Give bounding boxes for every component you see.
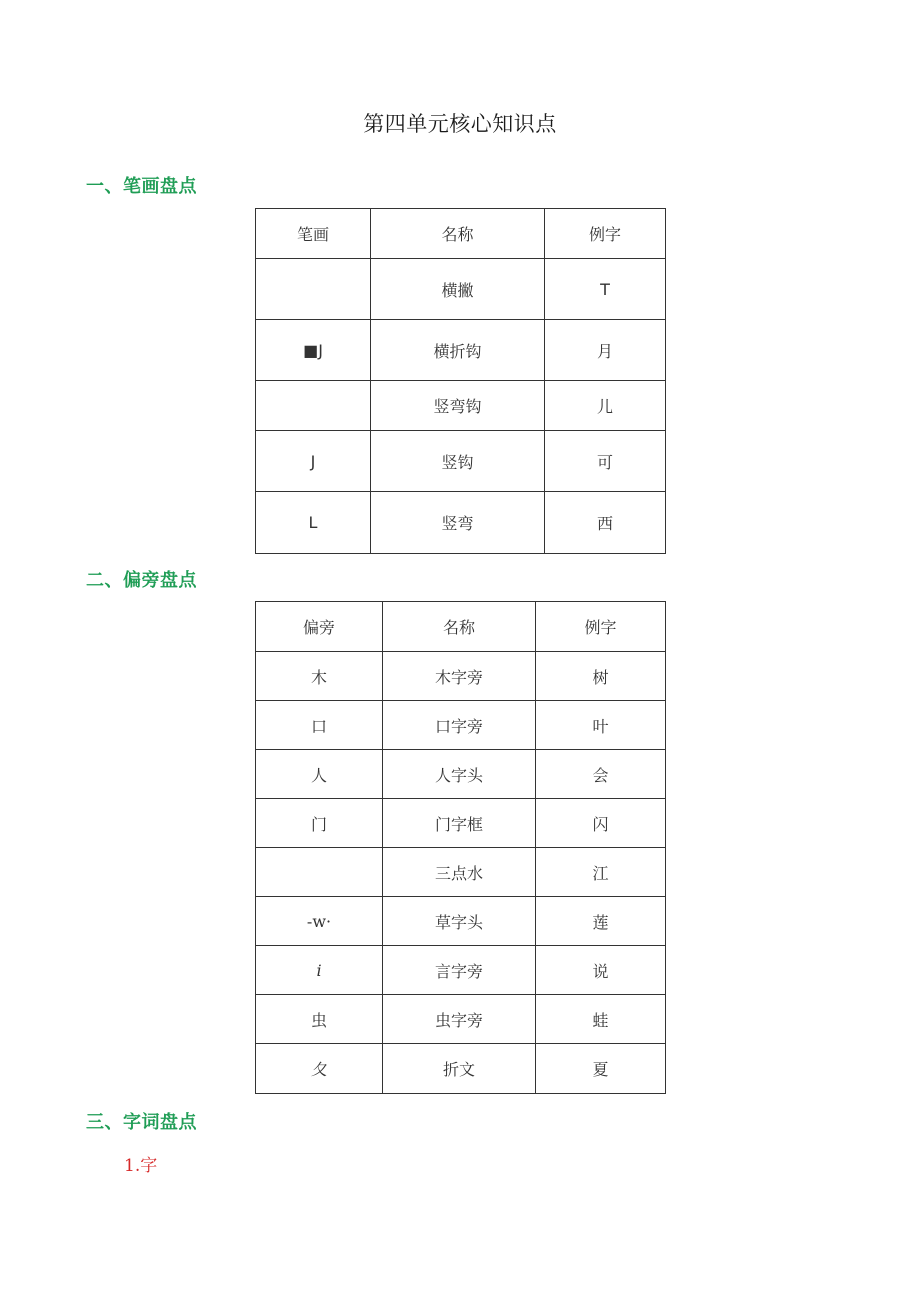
table-row [256,848,666,897]
name-cell: 虫字旁 [383,995,536,1044]
name-cell: 言字旁 [383,946,536,995]
name-cell: 口字旁 [383,701,536,750]
radical-table [255,601,666,1094]
radical-cell [256,848,383,897]
table-row [256,259,666,320]
example-cell: 莲 [536,897,666,946]
stroke-cell: L [256,492,371,554]
header-cell: 笔画 [256,209,371,259]
page-title: 第四单元核心知识点 [363,112,557,136]
radical-cell: -w· [256,897,383,946]
header-cell: 偏旁 [256,602,383,652]
section-heading-words: 三、字词盘点 [86,1112,197,1133]
name-cell: 木字旁 [383,652,536,701]
example-cell: 西 [545,492,666,554]
stroke-table [255,208,666,554]
table-row [256,897,666,946]
example-cell: 江 [536,848,666,897]
example-cell: 说 [536,946,666,995]
example-cell: 夏 [536,1044,666,1094]
radical-cell: 口 [256,701,383,750]
example-cell: 蛙 [536,995,666,1044]
radical-cell: 夂 [256,1044,383,1094]
example-cell: 叶 [536,701,666,750]
table-header-row [256,209,666,259]
radical-cell: 人 [256,750,383,799]
example-cell: T [545,259,666,320]
name-cell: 横撇 [371,259,545,320]
table-row [256,320,666,381]
table-row [256,381,666,431]
stroke-cell: J [256,431,371,492]
header-cell: 例字 [536,602,666,652]
table-header-row [256,602,666,652]
header-cell: 名称 [383,602,536,652]
stroke-cell [256,381,371,431]
example-cell: 月 [545,320,666,381]
header-cell: 名称 [371,209,545,259]
name-cell: 门字框 [383,799,536,848]
table-row [256,799,666,848]
radical-cell: i [256,946,383,995]
example-cell: 会 [536,750,666,799]
table-row [256,946,666,995]
table-row [256,750,666,799]
name-cell: 折文 [383,1044,536,1094]
example-cell: 可 [545,431,666,492]
table-row [256,652,666,701]
name-cell: 三点水 [383,848,536,897]
name-cell: 人字头 [383,750,536,799]
example-cell: 儿 [545,381,666,431]
example-cell: 闪 [536,799,666,848]
name-cell: 竖弯 [371,492,545,554]
radical-cell: 门 [256,799,383,848]
example-cell: 树 [536,652,666,701]
name-cell: 草字头 [383,897,536,946]
sub-heading-characters: 1.字 [124,1156,158,1176]
table-row [256,1044,666,1094]
table-row [256,492,666,554]
header-cell: 例字 [545,209,666,259]
table-row [256,431,666,492]
stroke-cell [256,259,371,320]
name-cell: 横折钩 [371,320,545,381]
name-cell: 竖弯钩 [371,381,545,431]
radical-cell: 木 [256,652,383,701]
stroke-cell: ■J [256,320,371,381]
section-heading-strokes: 一、笔画盘点 [86,176,197,197]
table-row [256,995,666,1044]
section-heading-radicals: 二、偏旁盘点 [86,570,197,591]
radical-cell: 虫 [256,995,383,1044]
table-row [256,701,666,750]
name-cell: 竖钩 [371,431,545,492]
